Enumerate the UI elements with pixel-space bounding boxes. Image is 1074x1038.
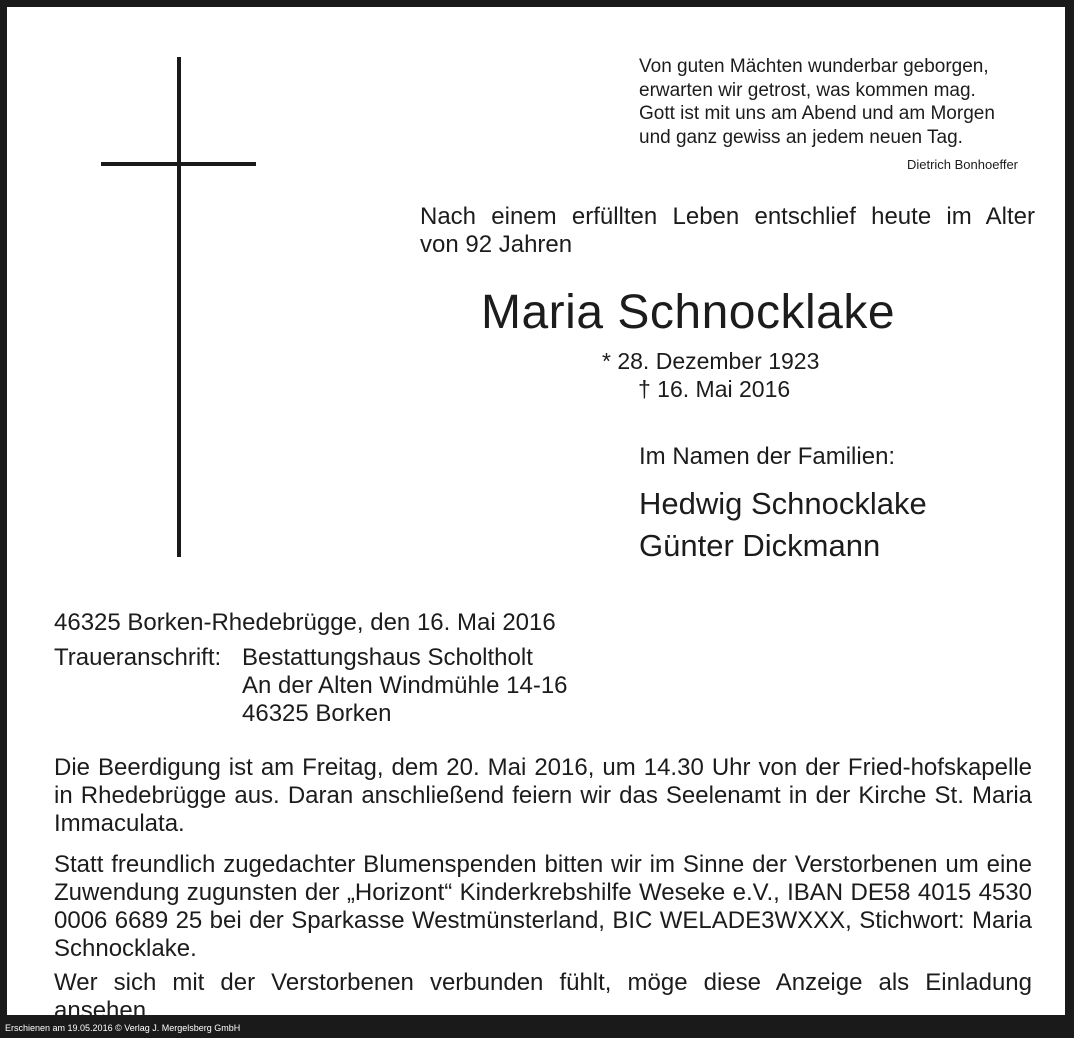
invitation-paragraph: Wer sich mit der Verstorbenen verbunden fühlt, möge diese Anzeige als Einladung ansehen. xyxy=(54,969,1032,1024)
address-line: An der Alten Windmühle 14-16 xyxy=(242,672,568,699)
address-line: 46325 Borken xyxy=(242,700,392,727)
mourning-address xyxy=(54,644,568,728)
place-date: 46325 Borken-Rhedebrügge, den 16. Mai 2016 xyxy=(54,609,556,636)
poem-author: Dietrich Bonhoeffer xyxy=(906,157,1018,172)
poem-line: erwarten wir getrost, was kommen mag. xyxy=(639,79,976,101)
funeral-info-paragraph: Die Beerdigung ist am Freitag, dem 20. Mai 2016, um 14.30 Uhr von der Fried-hofskapelle in Rhedebrügge aus. Daran anschließend feiern wir das Seelenamt in der Kirche St. Maria Immaculata. xyxy=(54,754,1032,837)
family-member: Günter Dickmann xyxy=(639,528,881,563)
publication-footer: Erschienen am 19.05.2016 © Verlag J. Mergelsberg GmbH xyxy=(5,1023,241,1033)
donation-paragraph: Statt freundlich zugedachter Blumenspenden bitten wir im Sinne der Verstorbenen um eine Zuwendung zugunsten der „Horizont“ Kinderkrebshilfe Weseke e.V., IBAN DE58 4015 4530 0006 6689 25 bei der Sparkasse Westmünsterland, BIC WELADE3WXXX, Stichwort: Maria Schnocklake. xyxy=(54,851,1032,962)
deceased-name: Maria Schnocklake xyxy=(481,286,896,339)
life-dates xyxy=(602,347,819,403)
poem-quote xyxy=(639,55,995,149)
cross-horizontal-beam xyxy=(101,162,256,166)
intro-line: Nach einem erfüllten Leben entschlief heute im Alter xyxy=(420,203,1035,230)
address-line: Bestattungshaus Scholtholt xyxy=(242,644,533,671)
poem-line: und ganz gewiss an jedem neuen Tag. xyxy=(639,126,963,148)
family-lead: Im Namen der Familien: xyxy=(639,443,896,470)
address-label: Traueranschrift: xyxy=(54,644,222,671)
poem-line: Von guten Mächten wunderbar geborgen, xyxy=(639,56,989,77)
death-date: † 16. Mai 2016 xyxy=(638,376,791,402)
cross-vertical-beam xyxy=(177,57,181,557)
obituary-card xyxy=(7,7,1065,1024)
birth-date: * 28. Dezember 1923 xyxy=(602,348,820,374)
family-names xyxy=(639,483,927,567)
intro-text xyxy=(420,203,1035,259)
poem-line: Gott ist mit uns am Abend und am Morgen xyxy=(639,103,995,124)
intro-line: von 92 Jahren xyxy=(420,231,573,258)
family-member: Hedwig Schnocklake xyxy=(639,486,927,521)
